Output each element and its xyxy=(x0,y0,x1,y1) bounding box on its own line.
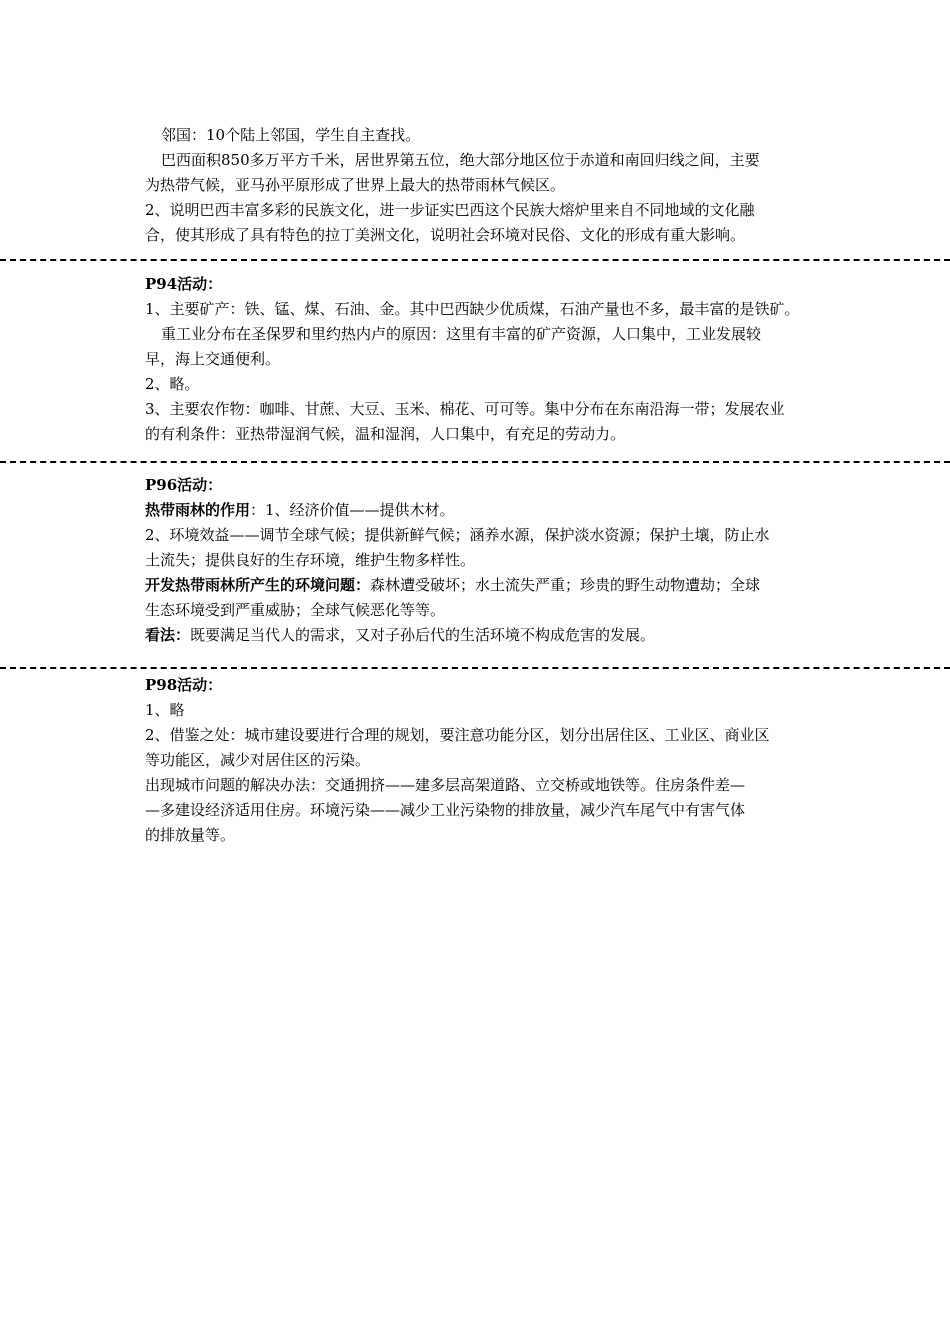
p94-crops-line: 3、主要农作物：咖啡、甘蔗、大豆、玉米、棉花、可可等。集中分布在东南沿海一带；发展农业 xyxy=(145,400,785,418)
p96-role-line xyxy=(145,498,825,523)
section-divider xyxy=(0,259,950,261)
p98-section xyxy=(145,673,825,848)
p96-view-text: 既要满足当代人的需求，又对子孙后代的生活环境不构成危害的发展。 xyxy=(190,626,656,644)
p94-crops-cont: 的有利条件：亚热带湿润气候，温和湿润，人口集中，有充足的劳动力。 xyxy=(145,425,626,443)
p94-industry-cont: 早，海上交通便利。 xyxy=(145,350,281,368)
p96-problem-line xyxy=(145,573,825,598)
p98-solutions-end: 的排放量等。 xyxy=(145,826,236,844)
p98-item-1: 1、略 xyxy=(145,701,185,719)
p96-role-text: ：1、经济价值——提供木材。 xyxy=(250,501,455,519)
p96-role-label: 热带雨林的作用 xyxy=(145,501,251,519)
neighbors-line: 邻国：10个陆上邻国，学生自主查找。 xyxy=(161,126,421,144)
p94-item-2: 2、略。 xyxy=(145,375,200,393)
p96-heading: P96活动： xyxy=(145,476,223,494)
p96-env-cont: 土流失；提供良好的生存环境，维护生物多样性。 xyxy=(145,551,476,569)
culture-line-1: 2、说明巴西丰富多彩的民族文化，进一步证实巴西这个民族大熔炉里来自不同地域的文化融 xyxy=(145,201,755,219)
p94-minerals-line: 1、主要矿产：铁、锰、煤、石油、金。其中巴西缺少优质煤，石油产量也不多，最丰富的是铁矿。 xyxy=(145,300,800,318)
p96-view-label: 看法： xyxy=(145,626,191,644)
p96-section xyxy=(145,473,825,648)
area-line: 巴西面积850多万平方千米，居世界第五位，绝大部分地区位于赤道和南回归线之间，主要 xyxy=(161,151,760,169)
section-divider xyxy=(0,667,950,669)
intro-section xyxy=(145,123,825,248)
p96-problem-label: 开发热带雨林所产生的环境问题： xyxy=(145,576,371,594)
culture-line-2: 合，使其形成了具有特色的拉丁美洲文化，说明社会环境对民俗、文化的形成有重大影响。 xyxy=(145,226,746,244)
section-divider xyxy=(0,461,950,463)
p98-solutions-line: 出现城市问题的解决办法：交通拥挤——建多层高架道路、立交桥或地铁等。住房条件差— xyxy=(145,776,746,794)
p98-lessons-cont: 等功能区，减少对居住区的污染。 xyxy=(145,751,371,769)
p96-env-line: 2、环境效益——调节全球气候；提供新鲜气候；涵养水源，保护淡水资源；保护土壤，防止水 xyxy=(145,526,770,544)
p94-heading: P94活动： xyxy=(145,275,223,293)
p96-problem-cont: 生态环境受到严重威胁；全球气候恶化等等。 xyxy=(145,601,446,619)
climate-line: 为热带气候，亚马孙平原形成了世界上最大的热带雨林气候区。 xyxy=(145,176,566,194)
p98-solutions-cont: —多建设经济适用住房。环境污染——减少工业污染物的排放量，减少汽车尾气中有害气体 xyxy=(145,801,746,819)
p98-heading: P98活动： xyxy=(145,676,223,694)
p94-section xyxy=(145,272,825,447)
p94-industry-line: 重工业分布在圣保罗和里约热内卢的原因：这里有丰富的矿产资源，人口集中，工业发展较 xyxy=(161,325,762,343)
p98-lessons-line: 2、借鉴之处：城市建设要进行合理的规划，要注意功能分区，划分出居住区、工业区、商业区 xyxy=(145,726,770,744)
p96-view-line xyxy=(145,623,825,648)
p96-problem-text: 森林遭受破坏；水土流失严重；珍贵的野生动物遭劫；全球 xyxy=(370,576,761,594)
